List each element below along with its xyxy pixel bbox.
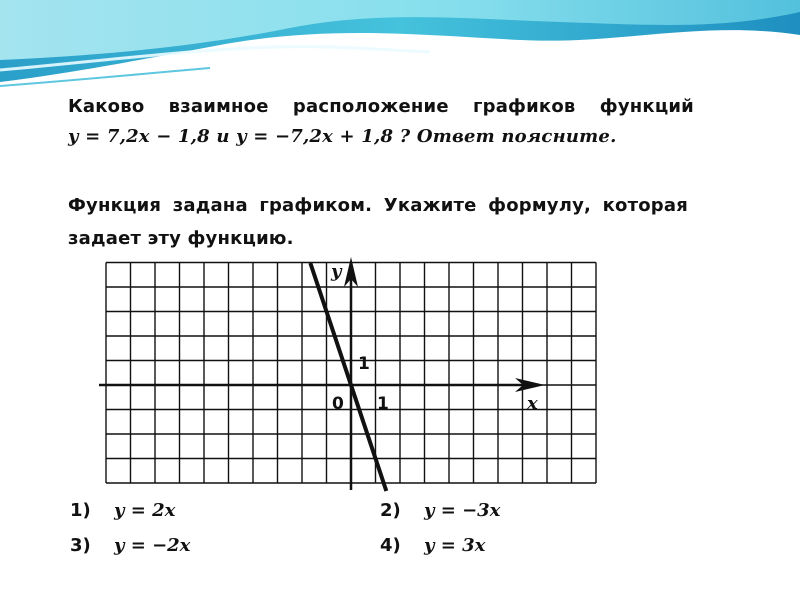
answer-option-4[interactable] (380, 535, 485, 556)
option-formula: y = −3x (424, 500, 501, 521)
answer-option-1[interactable] (70, 500, 175, 521)
question2-line1: Функция задана графиком. Укажите формулу, которая (68, 195, 688, 216)
option-formula: y = 3x (424, 535, 486, 556)
decorative-wave-banner (0, 0, 800, 90)
y-axis-label: y (331, 261, 342, 282)
option-number: 3) (70, 535, 91, 556)
option-number: 4) (380, 535, 401, 556)
x-axis-label: x (527, 393, 538, 414)
option-number: 1) (70, 500, 91, 521)
y-unit-label: 1 (358, 354, 370, 374)
option-number: 2) (380, 500, 401, 521)
question2-line2: задает эту функцию. (68, 228, 294, 249)
function-graph (95, 255, 607, 493)
x-unit-label: 1 (377, 394, 389, 414)
origin-label: 0 (332, 394, 344, 414)
option-formula: y = 2x (114, 500, 176, 521)
question1-line2: y = 7,2x − 1,8 и y = −7,2x + 1,8 ? Ответ поясните. (68, 126, 617, 147)
question1-line1: Каково взаимное расположение графиков функций (68, 96, 694, 117)
answer-option-2[interactable] (380, 500, 500, 521)
answer-option-3[interactable] (70, 535, 190, 556)
option-formula: y = −2x (114, 535, 191, 556)
